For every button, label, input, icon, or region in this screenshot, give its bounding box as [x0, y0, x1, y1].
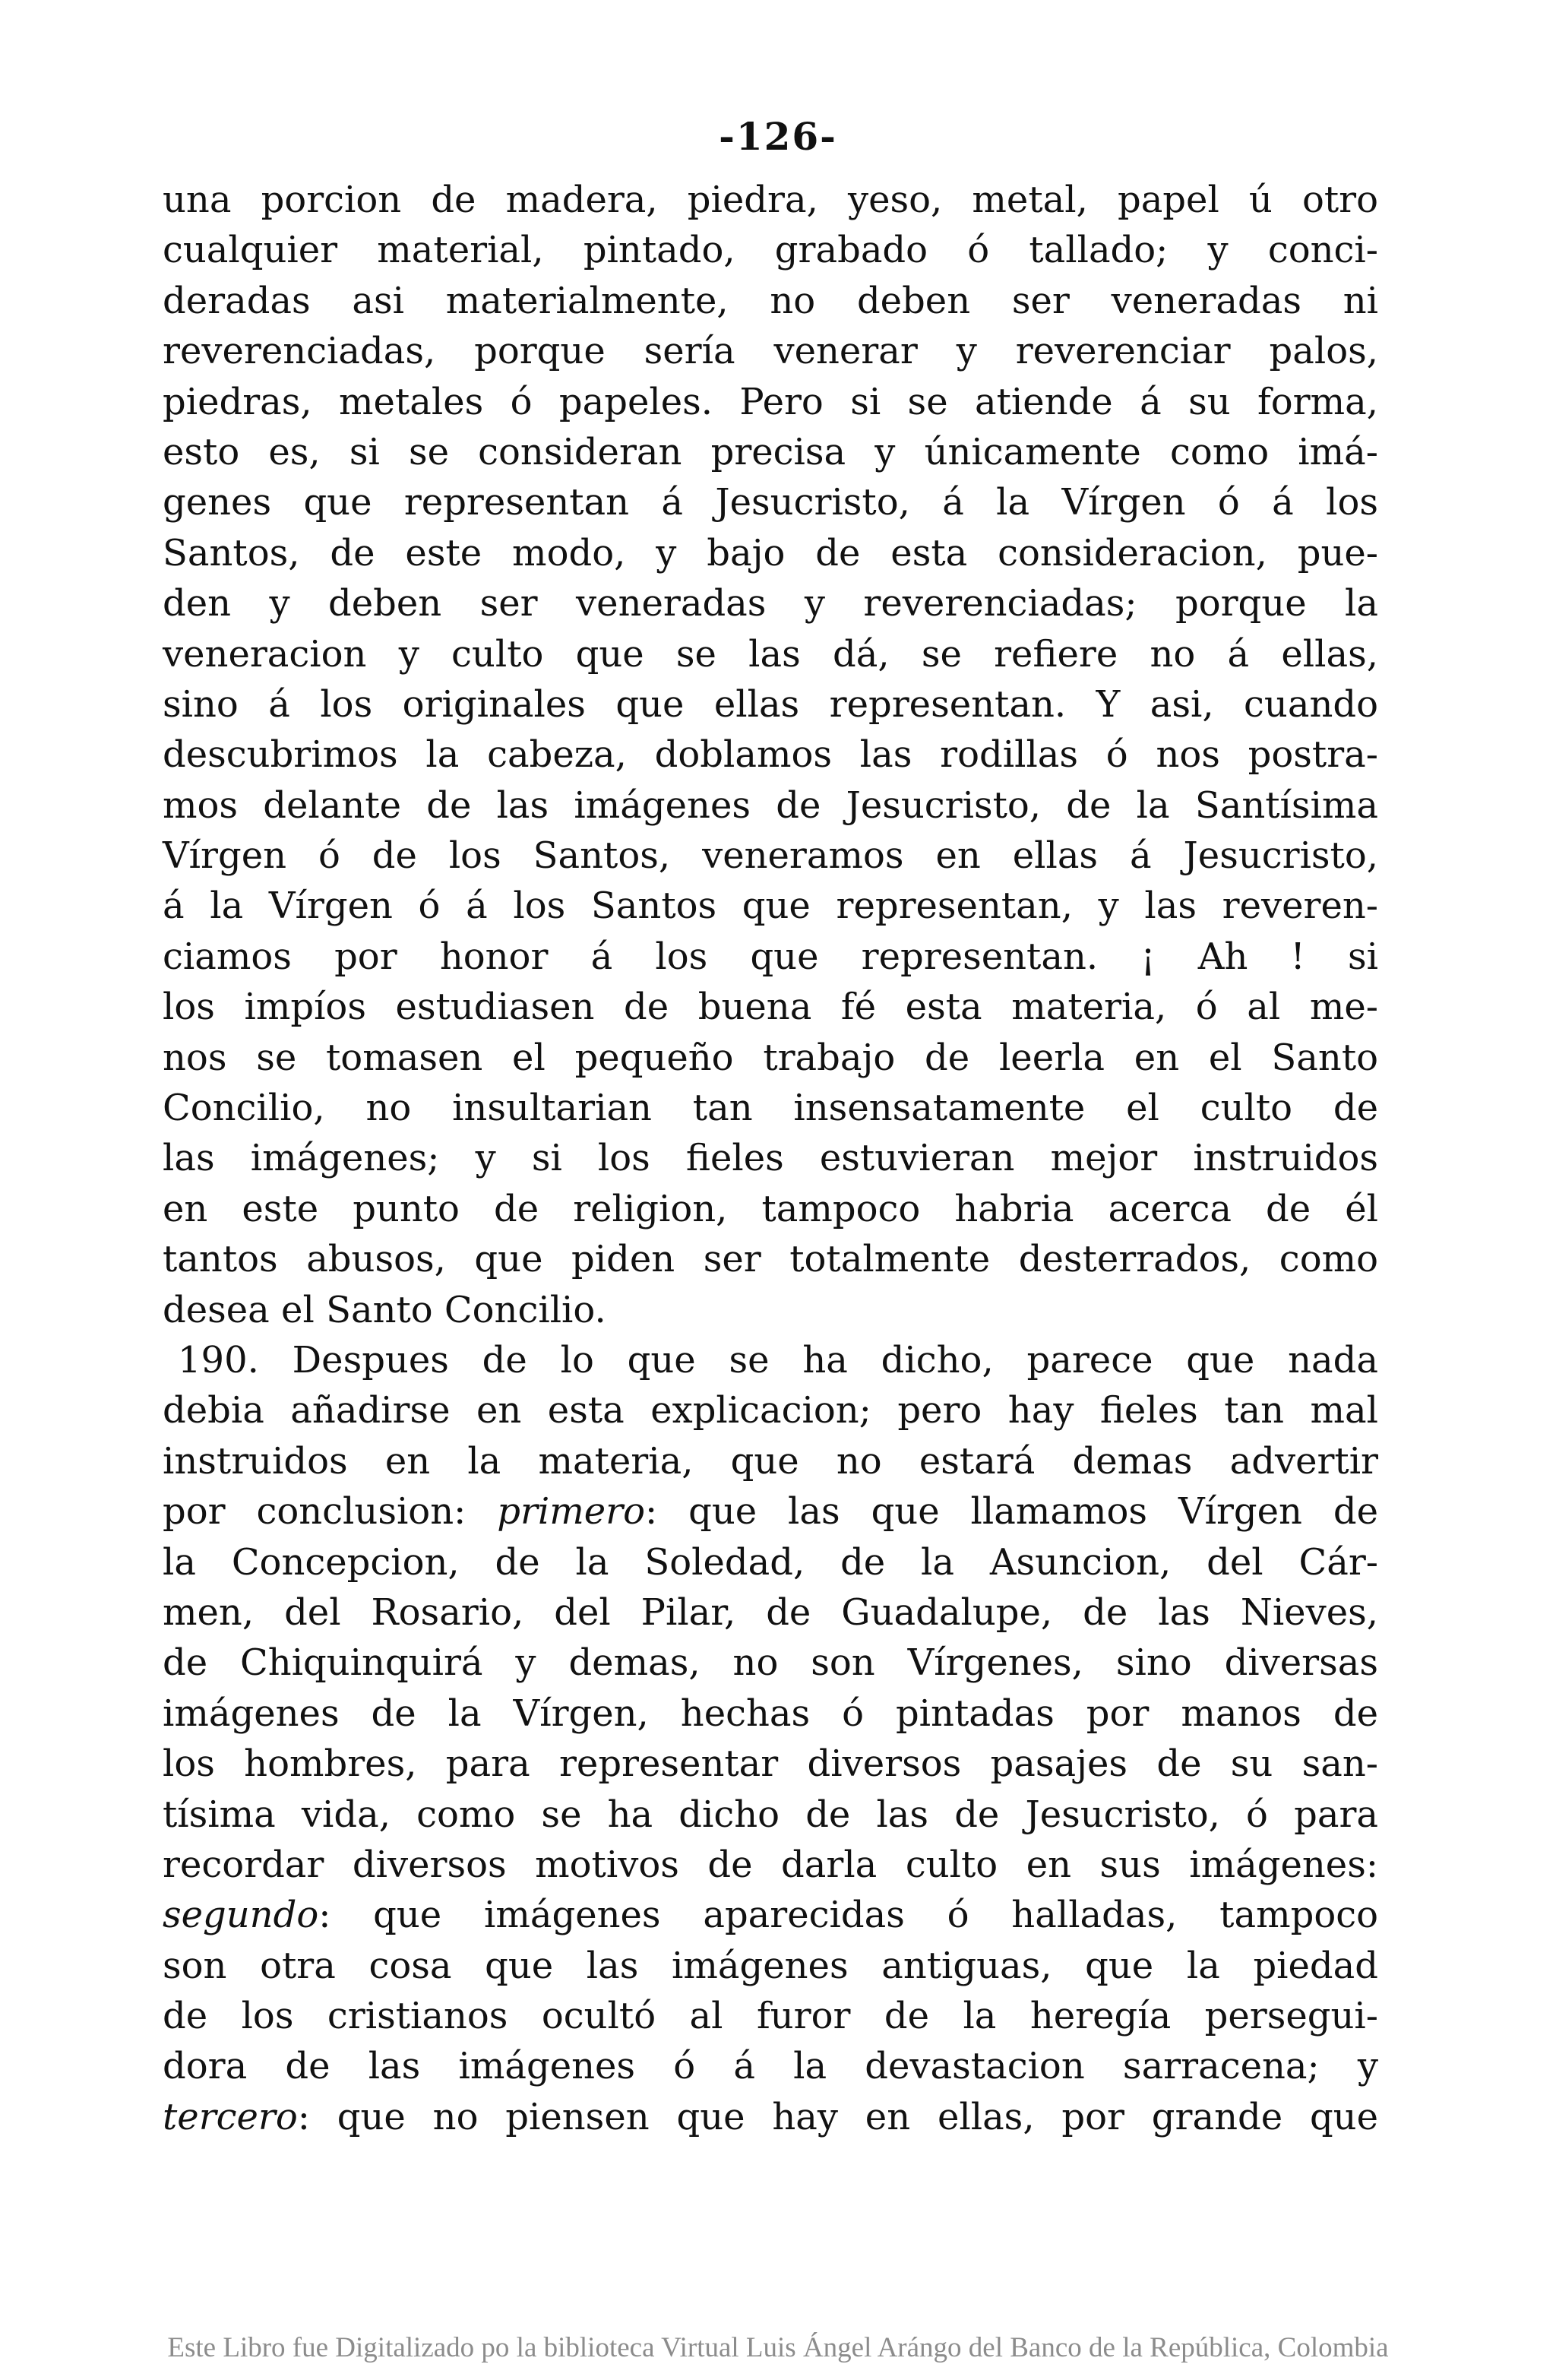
text-line: descubrimos la cabeza, doblamos las rodillas ó nos postra-	[163, 733, 1378, 777]
page-number: -126-	[719, 114, 837, 159]
text-line: de los cristianos ocultó al furor de la heregía persegui-	[163, 1995, 1378, 2038]
italic-term-segundo: segundo	[163, 1894, 319, 1937]
paragraph-number-line: 190. Despues de lo que se ha dicho, parece que nada	[178, 1338, 1378, 1381]
text-segment: : que no piensen que hay en ellas, por grande que	[297, 2095, 1378, 2138]
text-line: tísima vida, como se ha dicho de las de Jesucristo, ó para	[163, 1793, 1378, 1836]
text-line: Concilio, no insultarian tan insensatamente el culto de	[163, 1087, 1378, 1130]
paragraph-end-line: desea el Santo Concilio.	[163, 1288, 606, 1331]
text-line: á la Vírgen ó á los Santos que representan, y las reveren-	[163, 885, 1378, 928]
text-line: piedras, metales ó papeles. Pero si se atiende á su forma,	[163, 380, 1378, 423]
text-segment: : que imágenes aparecidas ó halladas, tampoco	[318, 1894, 1378, 1937]
text-line: esto es, si se consideran precisa y únicamente como imá-	[163, 430, 1378, 473]
text-line: Santos, de este modo, y bajo de esta consideracion, pue-	[163, 531, 1378, 574]
text-line: dora de las imágenes ó á la devastacion sarracena; y	[163, 2045, 1378, 2088]
text-line: nos se tomasen el pequeño trabajo de leerla en el Santo	[163, 1036, 1378, 1079]
text-line: tantos abusos, que piden ser totalmente desterrados, como	[163, 1238, 1378, 1281]
text-line: los hombres, para representar diversos pasajes de su san-	[163, 1742, 1378, 1786]
text-segment: por conclusion:	[163, 1490, 498, 1533]
text-line: genes que representan á Jesucristo, á la Vírgen ó á los	[163, 481, 1378, 524]
text-line: recordar diversos motivos de darla culto en sus imágenes:	[163, 1843, 1378, 1886]
text-line: veneracion y culto que se las dá, se refiere no á ellas,	[163, 632, 1378, 676]
text-line: men, del Rosario, del Pilar, de Guadalupe, de las Nieves,	[163, 1590, 1378, 1634]
text-line: sino á los originales que ellas representan. Y asi, cuando	[163, 682, 1378, 726]
text-line: Vírgen ó de los Santos, veneramos en ellas á Jesucristo,	[163, 834, 1378, 878]
text-line-with-italic	[163, 1486, 1378, 1537]
text-line-with-italic	[163, 2092, 1378, 2142]
text-line: reverenciadas, porque sería venerar y reverenciar palos,	[163, 330, 1378, 373]
text-line: deradas asi materialmente, no deben ser veneradas ni	[163, 279, 1378, 322]
text-line: de Chiquinquirá y demas, no son Vírgenes, sino diversas	[163, 1641, 1378, 1685]
text-line: mos delante de las imágenes de Jesucristo, de la Santísima	[163, 783, 1378, 827]
text-line: imágenes de la Vírgen, hechas ó pintadas por manos de	[163, 1692, 1378, 1735]
text-line: una porcion de madera, piedra, yeso, metal, papel ú otro	[163, 179, 1378, 221]
digitization-credit-footer: Este Libro fue Digitalizado po la biblioteca Virtual Luis Ángel Arángo del Banco de la República, Colombia	[167, 2332, 1389, 2363]
text-line: ciamos por honor á los que representan. ¡ Ah ! si	[163, 935, 1378, 978]
text-line: en este punto de religion, tampoco habria acerca de él	[163, 1187, 1378, 1230]
text-line: den y deben ser veneradas y reverenciadas; porque la	[163, 582, 1378, 625]
text-line: cualquier material, pintado, grabado ó tallado; y conci-	[163, 229, 1378, 272]
text-line: las imágenes; y si los fieles estuvieran mejor instruidos	[163, 1137, 1378, 1180]
text-line: la Concepcion, de la Soledad, de la Asuncion, del Cár-	[163, 1540, 1378, 1584]
italic-term-primero: primero	[497, 1490, 646, 1533]
text-line: instruidos en la materia, que no estará demas advertir	[163, 1439, 1378, 1483]
text-line: debia añadirse en esta explicacion; pero hay fieles tan mal	[163, 1389, 1378, 1432]
body-text	[163, 175, 1378, 2142]
text-line: son otra cosa que las imágenes antiguas, que la piedad	[163, 1944, 1378, 1987]
italic-term-tercero: tercero	[163, 2095, 298, 2138]
text-line: los impíos estudiasen de buena fé esta materia, ó al me-	[163, 986, 1378, 1029]
text-line-with-italic	[163, 1890, 1378, 1940]
text-segment: : que las que llamamos Vírgen de	[645, 1490, 1378, 1533]
